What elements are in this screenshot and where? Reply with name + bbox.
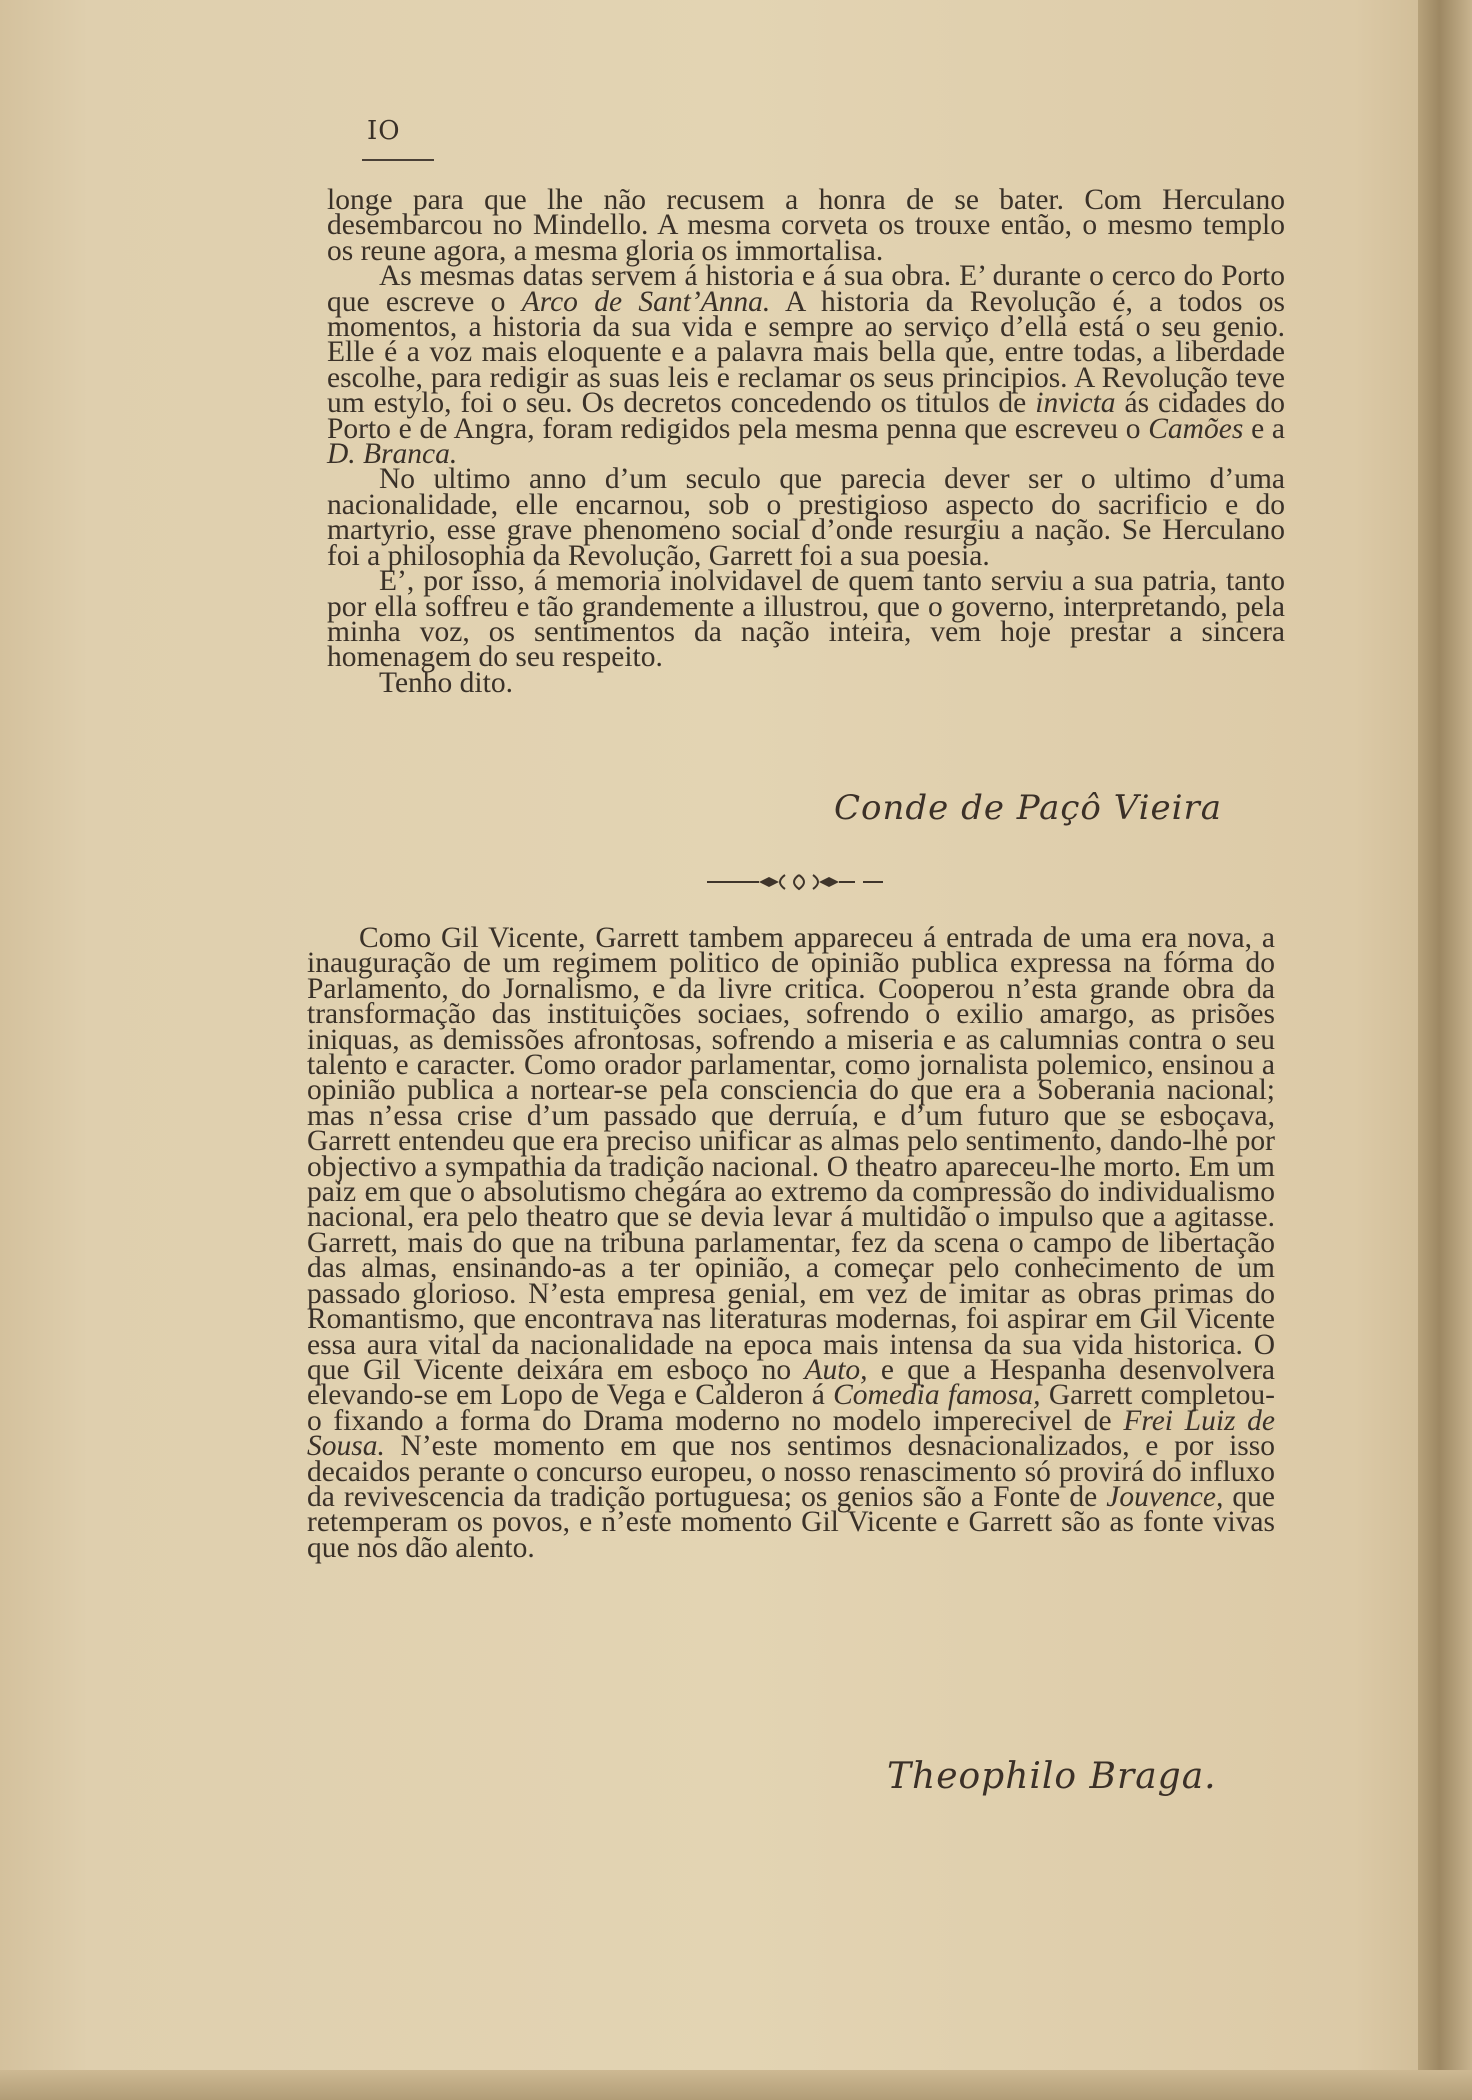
paragraph-text: longe para que lhe não recusem a honra de se bater. Com Herculano desembarcou no Mindello. A mesma corveta os trouxe então, o mesmo templo os reune agora, a mesma gloria os immortalisa. [327, 184, 1285, 267]
signature-theophilo-braga: Theophilo Braga. [887, 1756, 1217, 1797]
italic-title-text: Frei Luiz de Sousa. [307, 1404, 1275, 1463]
essay-text-block [307, 922, 1276, 1564]
italic-title-text: Auto, [804, 1353, 868, 1386]
speech-paragraph [327, 260, 1286, 471]
page-number: IO [367, 116, 401, 146]
section-divider-ornament [707, 870, 887, 894]
paragraph-text: Tenho dito. [379, 666, 513, 699]
paragraph-text: Como Gil Vicente, Garrett tambem appareceu á entrada de uma era nova, a inauguração de um regimem politico de opinião publica expressa na fórma do Parlamento, do Jornalismo, e da livre critica. Cooperou n’esta grande obra da transformação das instituições sociaes, sofrendo o exilio amargo, as prisões iniquas, as demissões afrontosas, sofrendo a miseria e as calumnias contra o seu talento e caracter. Como orador parlamentar, como jornalista polemico, ensinou a opinião publica a nortear-se pela consciencia do que era a Soberania nacional; mas n’essa crise d’um passado que derruía, e d’um futuro que se esboçava, Garrett entendeu que era preciso unificar as almas pelo sentimento, dando-lhe por objectivo a sympathia da tradição nacional. O theatro apareceu-lhe morto. Em um paiz em que o absolutismo chegára ao extremo da compressão do individualismo nacional, era pelo theatro que se devia levar á multidão o impulso que a agitasse. Garrett, mais do que na tribuna parlamentar, fez da scena o campo de libertação das almas, ensinando-as a ter opinião, a começar pelo conhecimento de um passado glorioso. N’esta empresa genial, em vez de imitar as obras primas do Romantismo, que encontrava nas literaturas modernas, foi aspirar em Gil Vicente essa aura vital da nacionalidade na epoca mais intensa da sua vida historica. O que Gil Vicente deixára em esboço no [307, 922, 1275, 1386]
header-rule [362, 159, 434, 161]
signature-conde-paco-vieira: Conde de Paçô Vieira [834, 788, 1223, 828]
speech-paragraph [327, 565, 1285, 674]
italic-title-text: Jouvence, [1106, 1480, 1224, 1513]
paragraph-text: A historia da Revolução é, a todos os momentos, a historia da sua vida e sempre ao serviço d’ella está o seu genio. Elle é a voz mais eloquente e a palavra mais bella que, entre todas, a liberdade escolhe, para redigir as suas leis e reclamar os seus principios. A Revolução teve um estylo, foi o seu. Os decretos concedendo os titulos de [327, 285, 1285, 420]
paragraph-text: As mesmas datas servem á historia e á sua obra. E’ durante o cerco do Porto que escreve o [327, 260, 1285, 318]
essay-paragraph [307, 922, 1276, 1564]
paragraph-text: E’, por isso, á memoria inolvidavel de quem tanto serviu a sua patria, tanto por ella soffreu e tão grandemente a illustrou, que o governo, interpretando, pela minha voz, os sentimentos da nação inteira, vem hoje prestar a sincera homenagem do seu respeito. [327, 565, 1285, 674]
paragraph-text: No ultimo anno d’um seculo que parecia dever ser o ultimo d’uma nacionalidade, elle encarnou, sob o prestigioso aspecto do sacrificio e do martyrio, esse grave phenomeno social d’onde resurgiu a nação. Se Herculano foi a philosophia da Revolução, Garrett foi a sua poesia. [327, 463, 1285, 572]
italic-title-text: Camões [1148, 412, 1244, 445]
speech-paragraph [327, 184, 1285, 267]
paragraph-text: Garrett completou-o fixando a forma do Drama moderno no modelo imperecivel de [307, 1379, 1275, 1437]
page-bottom-edge [0, 2070, 1472, 2100]
paragraph-text: que retemperam os povos, e n’este momento Gil Vicente e Garrett são as fonte vivas que nos dão alento. [307, 1480, 1276, 1564]
speech-paragraph [327, 666, 1285, 699]
paragraph-text: e que a Hespanha desenvolvera elevando-se em Lopo de Vega e Calderon á [307, 1353, 1275, 1412]
italic-title-text: invicta [1035, 387, 1116, 420]
paragraph-text: N’este momento em que nos sentimos desnacionalizados, e por isso decaidos perante o concurso europeu, o nosso renascimento só provirá do influxo da revivescencia da tradição portuguesa; os genios são a Fonte de [307, 1430, 1275, 1513]
italic-title-text: Comedia famosa, [833, 1379, 1041, 1412]
italic-title-text: D. Branca. [327, 438, 458, 471]
speech-paragraph [327, 463, 1285, 572]
paragraph-text: e a [1243, 412, 1286, 445]
paragraph-text: ás cidades do Porto e de Angra, foram redigidos pela mesma penna que escreveu o [327, 387, 1285, 445]
speech-text-block [327, 184, 1286, 699]
page-right-edge [1418, 0, 1472, 2100]
italic-title-text: Arco de Sant’Anna. [521, 285, 771, 318]
